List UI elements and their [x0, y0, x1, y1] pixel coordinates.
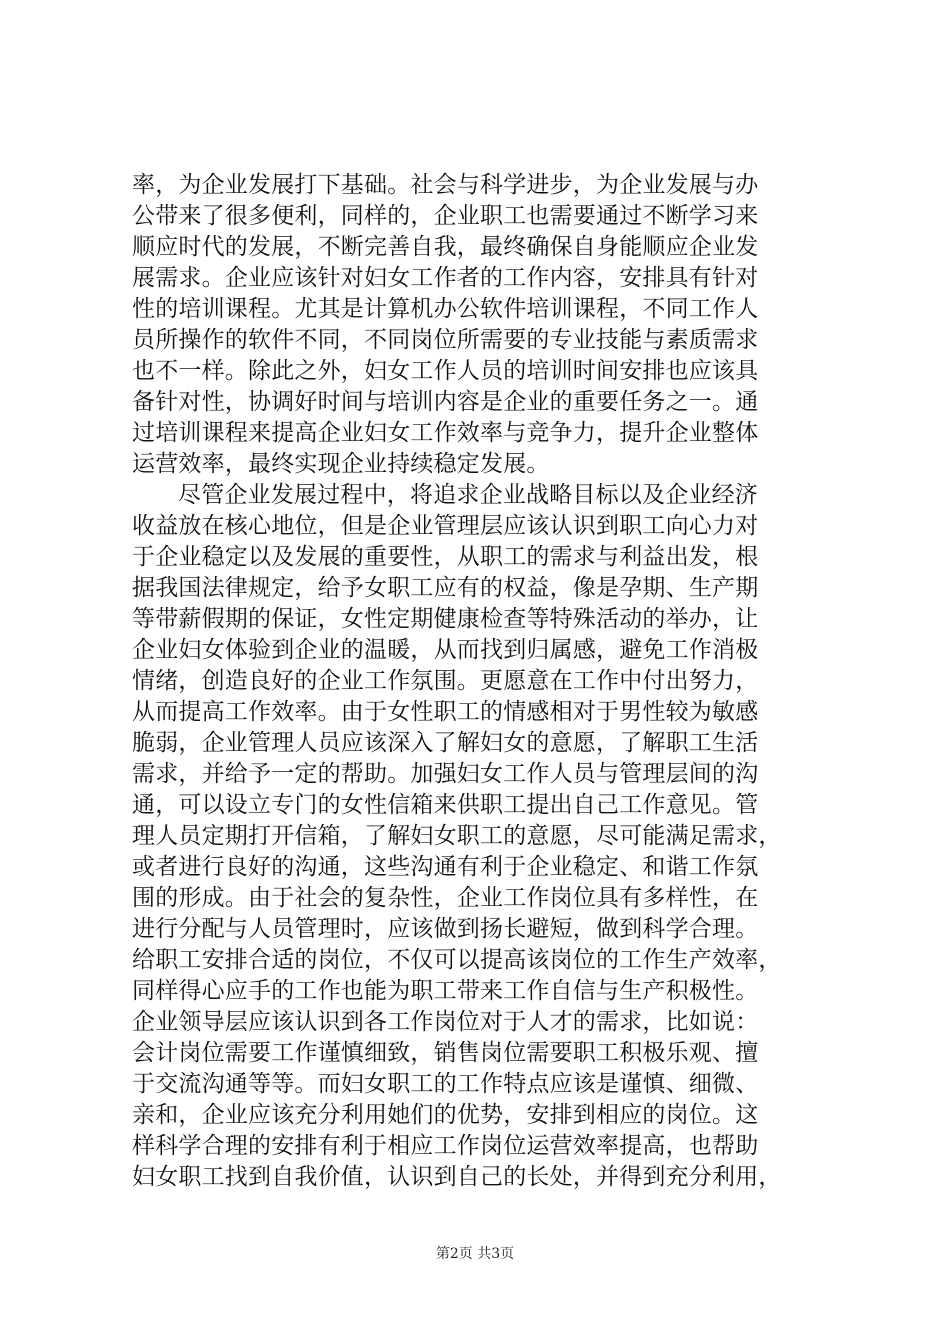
paragraph-1 — [132, 170, 832, 480]
text-line: 需求，并给予一定的帮助。加强妇女工作人员与管理层间的沟 — [132, 761, 759, 787]
text-line: 情绪，创造良好的企业工作氛围。更愿意在工作中付出努力， — [132, 668, 759, 694]
document-body — [132, 170, 832, 1193]
text-line: 性的培训课程。尤其是计算机办公软件培训课程，不同工作人 — [132, 296, 759, 322]
text-line: 展需求。企业应该针对妇女工作者的工作内容，安排具有针对 — [132, 265, 759, 291]
text-line: 或者进行良好的沟通，这些沟通有利于企业稳定、和谐工作氛 — [132, 854, 759, 880]
text-line: 等带薪假期的保证，女性定期健康检查等特殊活动的举办，让 — [132, 606, 759, 632]
text-line: 收益放在核心地位，但是企业管理层应该认识到职工向心力对 — [132, 513, 759, 539]
text-line: 率，为企业发展打下基础。社会与科学进步，为企业发展与办 — [132, 172, 759, 198]
text-line: 企业领导层应该认识到各工作岗位对于人才的需求，比如说： — [132, 1009, 759, 1035]
text-line: 从而提高工作效率。由于女性职工的情感相对于男性较为敏感 — [132, 699, 759, 725]
text-line: 理人员定期打开信箱，了解妇女职工的意愿，尽可能满足需求， — [132, 823, 782, 849]
text-line: 也不一样。除此之外，妇女工作人员的培训时间安排也应该具 — [132, 358, 759, 384]
text-line: 据我国法律规定，给予女职工应有的权益，像是孕期、生产期 — [132, 575, 759, 601]
text-line: 运营效率，最终实现企业持续稳定发展。 — [132, 451, 550, 477]
page-number-footer: 第2页 共3页 — [435, 1246, 515, 1262]
text-line: 亲和，企业应该充分利用她们的优势，安排到相应的岗位。这 — [132, 1102, 759, 1128]
text-line: 企业妇女体验到企业的温暖，从而找到归属感，避免工作消极 — [132, 637, 759, 663]
text-line: 通，可以设立专门的女性信箱来供职工提出自己工作意见。管 — [132, 792, 759, 818]
text-line: 进行分配与人员管理时，应该做到扬长避短，做到科学合理。 — [132, 916, 759, 942]
text-line-indented: 尽管企业发展过程中，将追求企业战略目标以及企业经济 — [178, 482, 758, 508]
text-line: 备针对性，协调好时间与培训内容是企业的重要任务之一。通 — [132, 389, 759, 415]
text-line: 同样得心应手的工作也能为职工带来工作自信与生产积极性。 — [132, 978, 759, 1004]
text-line: 员所操作的软件不同，不同岗位所需要的专业技能与素质需求 — [132, 327, 759, 353]
text-line: 于企业稳定以及发展的重要性，从职工的需求与利益出发，根 — [132, 544, 759, 570]
text-line: 脆弱，企业管理人员应该深入了解妇女的意愿，了解职工生活 — [132, 730, 759, 756]
text-line: 围的形成。由于社会的复杂性，企业工作岗位具有多样性，在 — [132, 885, 759, 911]
text-line: 过培训课程来提高企业妇女工作效率与竞争力，提升企业整体 — [132, 420, 759, 446]
text-line: 给职工安排合适的岗位，不仅可以提高该岗位的工作生产效率， — [132, 947, 782, 973]
paragraph-2 — [132, 480, 832, 1193]
text-line: 会计岗位需要工作谨慎细致，销售岗位需要职工积极乐观、擅 — [132, 1040, 759, 1066]
text-line: 公带来了很多便利，同样的，企业职工也需要通过不断学习来 — [132, 203, 759, 229]
text-line: 顺应时代的发展，不断完善自我，最终确保自身能顺应企业发 — [132, 234, 759, 260]
text-line: 于交流沟通等等。而妇女职工的工作特点应该是谨慎、细微、 — [132, 1071, 759, 1097]
text-line: 样科学合理的安排有利于相应工作岗位运营效率提高，也帮助 — [132, 1133, 759, 1159]
text-line: 妇女职工找到自我价值，认识到自己的长处，并得到充分利用， — [132, 1164, 782, 1190]
